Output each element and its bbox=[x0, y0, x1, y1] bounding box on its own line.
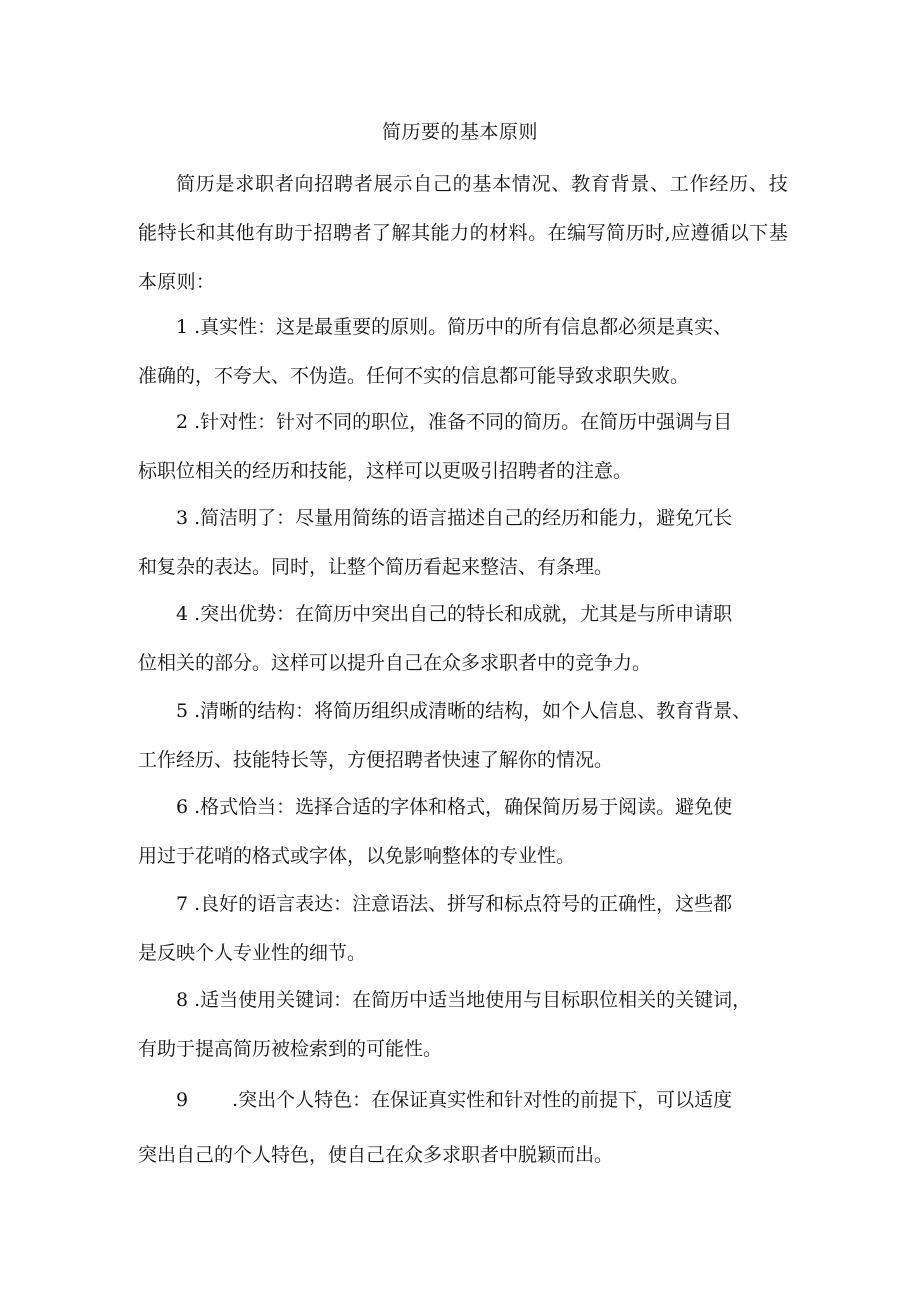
item-number: 9 bbox=[176, 1089, 189, 1111]
item-text-line1: .真实性：这是最重要的原则。简历中的所有信息都必须是真实、 bbox=[194, 316, 733, 338]
item-text-line2: 工作经历、技能特长等，方便招聘者快速了解你的情况。 bbox=[138, 749, 614, 771]
item-text-line1: .格式恰当：选择合适的字体和格式，确保简历易于阅读。避免使 bbox=[194, 796, 733, 818]
item-number: 3 bbox=[176, 507, 189, 529]
list-item bbox=[138, 783, 788, 881]
item-text-line1: .针对性：针对不同的职位，准备不同的简历。在简历中强调与目 bbox=[194, 411, 733, 433]
item-number: 6 bbox=[176, 796, 189, 818]
item-number: 1 bbox=[176, 316, 189, 338]
item-number: 5 bbox=[176, 700, 189, 722]
document-title: 简历要的基本原则 bbox=[381, 121, 538, 143]
list-item bbox=[138, 303, 788, 401]
item-text-line2: 位相关的部分。这样可以提升自己在众多求职者中的竞争力。 bbox=[138, 652, 652, 674]
item-text-line2: 标职位相关的经历和技能，这样可以更吸引招聘者的注意。 bbox=[138, 460, 633, 482]
item-text-line1: .突出优势：在简历中突出自己的特长和成就，尤其是与所申请职 bbox=[194, 603, 733, 625]
list-item bbox=[138, 398, 788, 496]
item-number: 4 bbox=[176, 603, 189, 625]
item-text-line2: 是反映个人专业性的细节。 bbox=[138, 942, 367, 964]
intro-paragraph: 简历是求职者向招聘者展示自己的基本情况、教育背景、工作经历、技能特长和其他有助于招聘者了解其能力的材料。在编写简历时,应遵循以下基本原则： bbox=[138, 173, 788, 293]
list-item bbox=[138, 1076, 788, 1180]
item-text-line2: 和复杂的表达。同时，让整个简历看起来整洁、有条理。 bbox=[138, 556, 614, 578]
item-text-line2: 准确的，不夸大、不伪造。任何不实的信息都可能导致求职失败。 bbox=[138, 365, 690, 387]
item-text-line1: .适当使用关键词：在简历中适当地使用与目标职位相关的关键词， bbox=[194, 989, 752, 1011]
list-item bbox=[138, 494, 788, 592]
list-item bbox=[138, 880, 788, 978]
item-text-line1: .清晰的结构：将简历组织成清晰的结构，如个人信息、教育背景、 bbox=[194, 700, 752, 722]
item-text-line1: .简洁明了：尽量用简练的语言描述自己的经历和能力，避免冗长 bbox=[194, 507, 733, 529]
item-text-line2: 突出自己的个人特色，使自己在众多求职者中脱颖而出。 bbox=[138, 1144, 614, 1166]
item-number: 8 bbox=[176, 989, 189, 1011]
list-item bbox=[138, 976, 788, 1074]
item-text-line1: .突出个人特色：在保证真实性和针对性的前提下，可以适度 bbox=[232, 1089, 733, 1111]
item-text-line1: .良好的语言表达：注意语法、拼写和标点符号的正确性，这些都 bbox=[194, 893, 733, 915]
item-number: 2 bbox=[176, 411, 189, 433]
list-item bbox=[138, 590, 788, 688]
item-text-line2: 有助于提高简历被检索到的可能性。 bbox=[138, 1038, 443, 1060]
list-item bbox=[138, 687, 788, 785]
item-text-line2: 用过于花哨的格式或字体，以免影响整体的专业性。 bbox=[138, 845, 576, 867]
item-number: 7 bbox=[176, 893, 189, 915]
